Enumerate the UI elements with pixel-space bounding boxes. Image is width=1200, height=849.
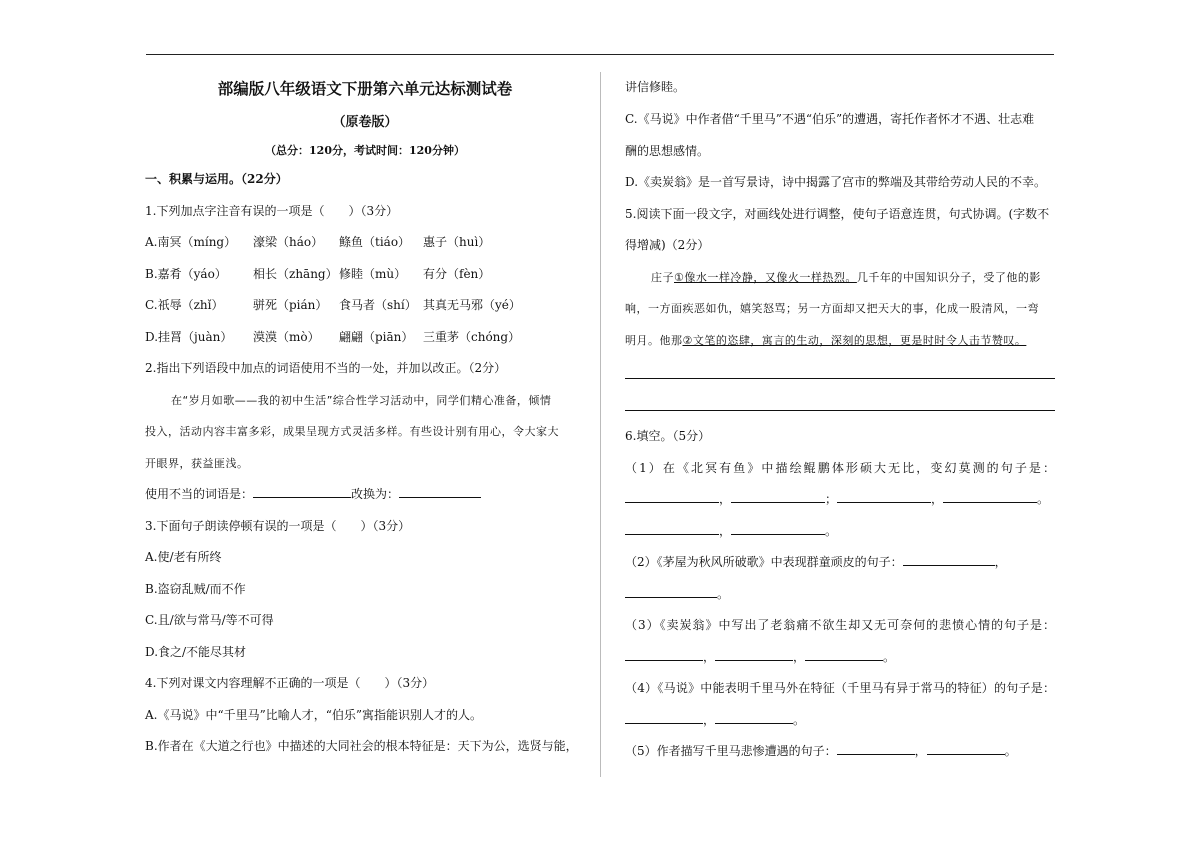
q6-s1-blanks-row-2: [625, 516, 1055, 548]
q6-s5-row: [625, 736, 1055, 768]
q6-s1: （1）在《北冥有鱼》中描绘鲲鹏体形硕大无比，变幻莫测的句子是：: [625, 460, 1055, 475]
q5-stem-line-2: 得增减)（2分）: [625, 238, 710, 252]
q6-s2-row: [625, 547, 1055, 579]
q6-sep: ；: [825, 492, 838, 506]
q3-stem: 3.下面句子朗读停顿有误的一项是（ ）（3分）: [145, 518, 411, 533]
q5-passage-line-2: 响，一方面疾恶如仇，嬉笑怒骂；另一方面却又把天大的事，化成一股清风，一弯: [625, 302, 1039, 315]
top-rule: [146, 54, 1054, 55]
q6-sep: ，: [931, 492, 944, 506]
q1-c-1: C.祇辱（zhǐ）: [145, 298, 224, 312]
q6-sep: ，: [719, 492, 732, 506]
q5-answer-line-2[interactable]: [625, 388, 1055, 420]
q4-option-d: D.《卖炭翁》是一首写景诗，诗中揭露了宫市的弊端及其带给劳动人民的不幸。: [625, 175, 1047, 189]
q6-s5: （5）作者描写千里马悲惨遭遇的句子：: [625, 744, 837, 758]
q1-option-a: [145, 227, 585, 259]
q6-s1-blank-6[interactable]: [731, 522, 825, 535]
q1-d-4: 三重茅（chóng）: [423, 329, 521, 344]
q1-d-2: 漠漠（mò）: [253, 329, 320, 344]
q6-s3-blank-3[interactable]: [805, 648, 883, 661]
q6-s4: （4）《马说》中能表明千里马外在特征（千里马有异于常马的特征）的句子是：: [625, 681, 1055, 695]
q6-s1-blank-2[interactable]: [731, 490, 825, 503]
q6-s2-row-2: [625, 579, 1055, 611]
q2-passage-line-1: 在“岁月如歌——我的初中生活”综合性学习活动中，同学们精心准备，倾情: [171, 393, 552, 407]
q6-s4-blank-1[interactable]: [625, 711, 703, 724]
q2-blank-2[interactable]: [399, 485, 481, 498]
q1-b-4: 有分（fèn）: [423, 266, 491, 281]
q1-b-3: 修睦（mù）: [339, 266, 407, 281]
q5-stem-line-1: 5.阅读下面一段文字，对画线处进行调整，使句子语意连贯，句式协调。(字数不: [625, 206, 1050, 221]
q6-s3-blank-2[interactable]: [715, 648, 793, 661]
q6-end: 。: [793, 712, 806, 727]
q1-c-4: 其真无马邪（yé）: [423, 298, 521, 312]
q6-s3-blank-1[interactable]: [625, 648, 703, 661]
q6-s2-blank-2[interactable]: [625, 585, 717, 598]
q1-option-c: [145, 290, 585, 322]
q4-option-b-line-1: B.作者在《大道之行也》中描述的大同社会的根本特征是：天下为公，选贤与能，: [145, 739, 578, 753]
left-column: [145, 70, 585, 763]
q5-p1-post: 几千年的中国知识分子，受了他的影: [856, 270, 1041, 284]
q5-passage-line-3: [625, 325, 1055, 357]
q4-option-b-line-2: 讲信修睦。: [625, 80, 686, 94]
q2-stem: 2.指出下列语段中加点的词语使用不当的一处，并加以改正。（2分）: [145, 361, 507, 375]
q5-p3-pre: 明月。他那: [625, 333, 683, 347]
q2-blank-1[interactable]: [253, 485, 351, 498]
q2-passage-line-3: 开眼界，获益匪浅。: [145, 456, 249, 470]
q6-end: 。: [883, 649, 896, 664]
q1-option-b: [145, 259, 585, 291]
q1-d-1: D.挂罥（juàn）: [145, 329, 233, 344]
q3-option-d: D.食之/不能尽其材: [145, 644, 247, 659]
q6-s1-blank-3[interactable]: [837, 490, 931, 503]
q2-passage-line-2: 投入，活动内容丰富多彩，成果呈现方式灵活多样。有些设计别有用心，令大家大: [145, 425, 559, 438]
q6-s5-blank-1[interactable]: [837, 742, 915, 755]
q2-answer-row: [145, 479, 585, 511]
q6-s2: （2）《茅屋为秋风所破歌》中表现群童顽皮的句子：: [625, 555, 903, 569]
q6-sep: ，: [914, 744, 927, 758]
q2-answer-label-2: 改换为：: [351, 487, 400, 501]
q6-sep: ，: [703, 712, 716, 727]
q6-sep: ，: [994, 555, 1007, 569]
exam-meta: （总分：120分，考试时间：120分钟）: [265, 144, 465, 157]
section-heading: 一、积累与运用。（22分）: [145, 172, 288, 186]
q1-c-2: 骈死（pián）: [253, 298, 328, 312]
q4-option-c-line-1: C.《马说》中作者借“千里马”不遇“伯乐”的遭遇，寄托作者怀才不遇、壮志难: [625, 112, 1035, 126]
q5-answer-line-1[interactable]: [625, 356, 1055, 388]
q1-stem: 1.下列加点字注音有误的一项是（ ）（3分）: [145, 203, 399, 218]
page-title: 部编版八年级语文下册第六单元达标测试卷: [217, 79, 513, 98]
q1-b-1: B.嘉肴（yáo）: [145, 266, 227, 281]
q6-end: 。: [825, 523, 838, 538]
q5-underlined-2: ②文笔的恣肆，寓言的生动，深刻的思想，更是时时令人击节赞叹。: [682, 333, 1027, 347]
q6-end: 。: [1004, 744, 1017, 758]
q6-sep: ，: [703, 649, 716, 664]
q6-s4-blank-2[interactable]: [715, 711, 793, 724]
q6-s1-blank-5[interactable]: [625, 522, 719, 535]
q6-s3: （3）《卖炭翁》中写出了老翁痛不欲生却又无可奈何的悲愤心情的句子是：: [625, 618, 1055, 632]
q6-s5-blank-2[interactable]: [927, 742, 1005, 755]
column-divider: [600, 72, 601, 777]
q6-sep: ，: [719, 523, 732, 538]
q5-underlined-1: ①像水一样冷静，又像火一样热烈。: [674, 270, 857, 284]
q1-c-3: 食马者（shí）: [339, 298, 417, 312]
q1-d-3: 翩翩（piān）: [339, 329, 414, 344]
q6-sep: ，: [793, 649, 806, 664]
q1-a-1: A.南冥（míng）: [145, 235, 237, 249]
q6-end: 。: [1037, 492, 1050, 506]
q3-option-c: C.且/欲与常马/等不可得: [145, 613, 274, 627]
right-column: [625, 70, 1055, 768]
q6-end: 。: [717, 586, 730, 601]
q6-s1-blanks-row-1: [625, 484, 1055, 516]
q6-s4-blanks: [625, 705, 1055, 737]
q4-option-a: A.《马说》中“千里马”比喻人才，“伯乐”寓指能识别人才的人。: [145, 707, 483, 722]
q1-b-2: 相长（zhāng）: [253, 266, 338, 281]
q2-answer-label-1: 使用不当的词语是：: [145, 487, 254, 501]
q5-passage-line-1: [625, 262, 1055, 294]
q5-p1-pre: 庄子: [651, 270, 674, 284]
page-subtitle: （原卷版）: [332, 115, 398, 130]
q4-option-c-line-2: 酬的思想感情。: [625, 143, 710, 158]
q3-option-a: A.使/老有所终: [145, 550, 222, 564]
q6-s1-blank-4[interactable]: [943, 490, 1037, 503]
q6-s2-blank-1[interactable]: [903, 553, 995, 566]
q3-option-b: B.盗窃乱贼/而不作: [145, 581, 246, 596]
q1-a-3: 鲦鱼（tiáo）: [339, 235, 411, 249]
q6-s3-blanks: [625, 642, 1055, 674]
q1-a-2: 濠梁（háo）: [253, 235, 324, 249]
q1-option-d: [145, 322, 585, 354]
q4-stem: 4.下列对课文内容理解不正确的一项是（ ）（3分）: [145, 676, 435, 690]
q6-stem: 6.填空。（5分）: [625, 429, 711, 443]
q1-a-4: 惠子（huì）: [423, 235, 491, 249]
q6-s1-blank-1[interactable]: [625, 490, 719, 503]
